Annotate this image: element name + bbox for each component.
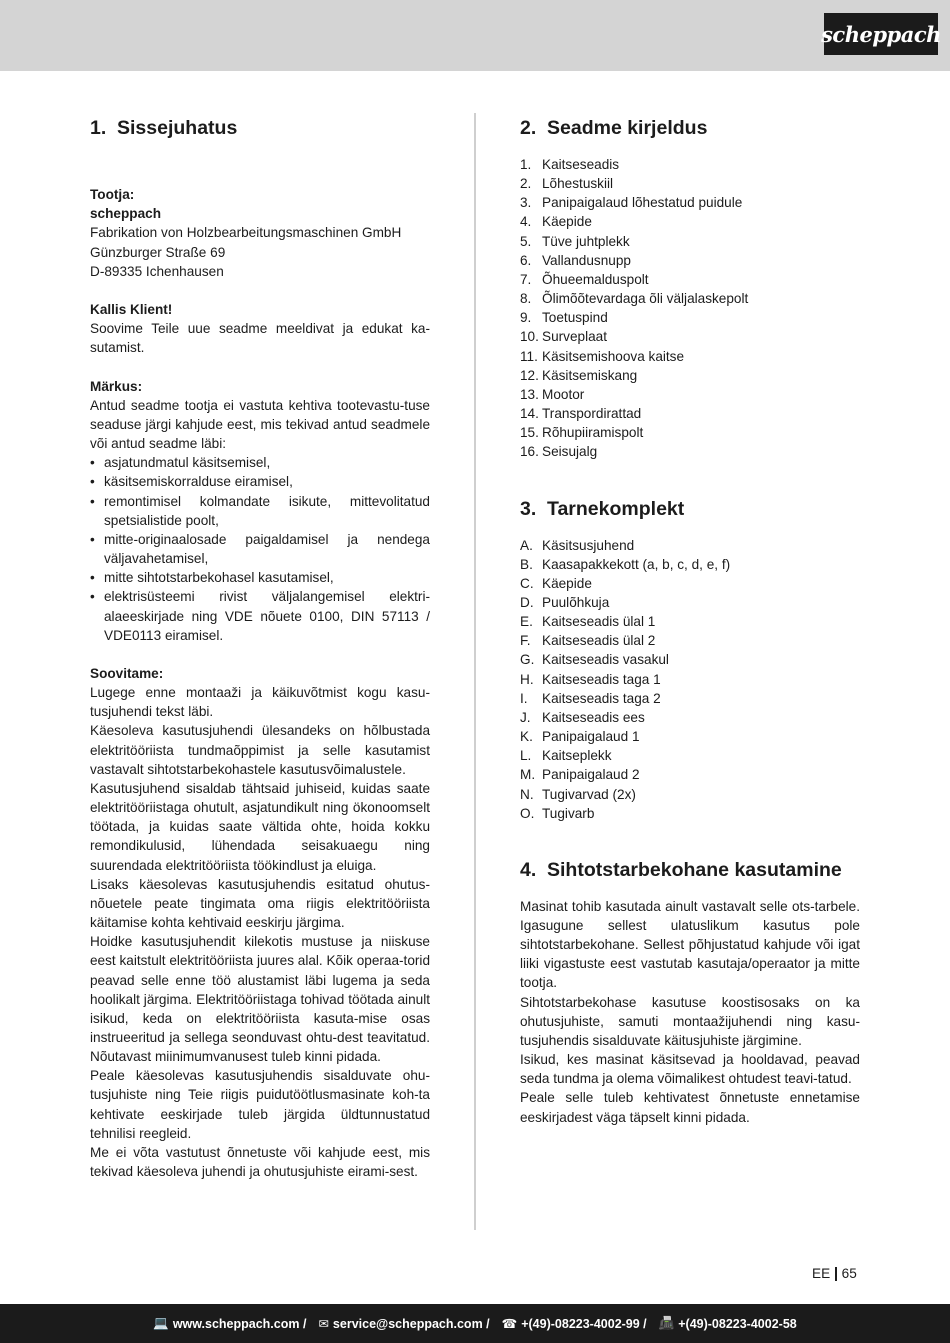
item-letter: B. xyxy=(520,556,533,572)
section-title-introduction xyxy=(90,115,430,141)
section-title-text: Tarnekomplekt xyxy=(547,497,685,520)
section-title-text: Sissejuhatus xyxy=(117,117,238,139)
item-text: Vallandusnupp xyxy=(542,252,631,268)
list-item xyxy=(520,308,860,327)
item-number: 16. xyxy=(520,444,539,460)
language-code: EE xyxy=(812,1266,831,1281)
list-item xyxy=(520,251,860,270)
item-text: Käsitsusjuhend xyxy=(542,537,635,553)
item-number: 7. xyxy=(520,271,532,287)
list-item xyxy=(520,746,860,765)
item-number: 12. xyxy=(520,367,539,383)
item-text: Õhueemalduspolt xyxy=(542,271,649,287)
footer-fax: +(49)-08223-4002-58 xyxy=(678,1316,797,1331)
list-item xyxy=(520,670,860,689)
item-text: Kaitseseadis xyxy=(542,157,620,172)
item-number: 9. xyxy=(520,310,532,326)
intended-use-paragraph: Sihtotstarbekohase kasutuse koostisosaks on ka ohutusjuhiste, samuti montaažijuhendi ning kasu-tusjuhendis sisalduvate käitusjuhiste järgimine. xyxy=(520,994,860,1048)
list-item xyxy=(520,689,860,708)
fax-icon: 📠 xyxy=(658,1316,675,1330)
scheppach-logo: scheppach xyxy=(824,13,938,55)
list-item xyxy=(520,785,860,804)
section-title-text: Seadme kirjeldus xyxy=(547,117,708,139)
list-item: • elektrisüsteemi rivist väljalangemisel elektri-alaeeskirjade ning VDE nõuete 0100, DIN 57113 / VDE0113 eiramisel. xyxy=(90,587,430,644)
item-letter: M. xyxy=(520,767,536,783)
item-number: 5. xyxy=(520,233,532,249)
envelope-icon: ✉ xyxy=(318,1317,329,1331)
section-number: 3. xyxy=(520,497,537,520)
item-letter: O. xyxy=(520,805,535,821)
list-item xyxy=(520,385,860,404)
item-letter: A. xyxy=(520,537,533,553)
recommend-paragraph: Hoidke kasutusjuhendit kilekotis mustuse ja niiskuse eest kaitstult elektritööriista juures alal. Kõik operaa-torid peavad selle enne töö alustamist läbi lugema ja seda hoolikalt järgima. Elektritööriistaga tohivad töötada ainult isikud, keda on elektritööriista kasuta-mise osas instrueeritud ja sellega seonduvast ohtu-dest teavitatud. Nõutavast miinimumvanusest tuleb kinni pidada. xyxy=(90,934,431,1065)
list-item: • mitte sihtotstarbekohasel kasutamisel, xyxy=(90,568,430,587)
intended-use-paragraph: Peale selle tuleb kehtivatest õnnetuste ennetamise eeskirjadest väga täpselt kinni pidada. xyxy=(520,1090,860,1125)
item-text: Lõhestuskiil xyxy=(542,176,614,192)
list-item xyxy=(520,555,860,574)
item-letter: F. xyxy=(520,633,531,649)
section-title-intended-use xyxy=(520,857,860,883)
page-number xyxy=(812,1266,857,1282)
item-letter: I. xyxy=(520,690,528,706)
note-bullet-list xyxy=(90,453,430,645)
item-text: Kaitseplekk xyxy=(542,748,612,764)
list-item: • mitte-originaalosade paigaldamisel ja nendega väljavahetamisel, xyxy=(90,530,430,568)
delivery-kit-list xyxy=(520,536,860,823)
item-letter: J. xyxy=(520,709,531,725)
list-item xyxy=(520,765,860,784)
section-title-delivery-kit xyxy=(520,496,860,522)
list-item xyxy=(520,708,860,727)
list-item xyxy=(520,631,860,650)
item-text: Panipaigalaud 2 xyxy=(542,767,640,783)
item-number: 10. xyxy=(520,329,539,345)
item-number: 6. xyxy=(520,252,532,268)
item-number: 3. xyxy=(520,195,532,211)
intended-use-paragraph: Isikud, kes masinat käsitsevad ja hooldavad, peavad seda tundma ja olema võimalikest ohtudest teavi-tatud. xyxy=(520,1052,860,1087)
item-text: Seisujalg xyxy=(542,444,598,460)
list-item xyxy=(520,612,860,631)
item-text: Käepide xyxy=(542,575,592,591)
item-text: Transpordirattad xyxy=(542,406,642,422)
recommend-paragraph: Käesoleva kasutusjuhendi ülesandeks on hõlbustada elektritööriista tundmaõppimist ja selle kasutamist vastavalt sihtotstarbekohastele kasutusvõimalustele. xyxy=(90,723,430,777)
left-column xyxy=(90,115,430,1181)
recommend-paragraph: Lisaks käesolevas kasutusjuhendis esitatud ohutus-nõuetele peate tingimata oma riigis elektritööriista käitamise kohta kehtivaid eeskirju järgima. xyxy=(90,876,430,931)
recommend-paragraph: Kasutusjuhend sisaldab tähtsaid juhiseid, kuidas saate elektritööriistaga ohutult, asjatundikult ning ökonoomselt töötada, ja kuidas saate vältida ohte, hoida kokku remondikulusid, lühendada seisakuaegu ning suurendada elektritööriista töökindlust ja eluiga. xyxy=(90,780,430,873)
list-item xyxy=(520,155,860,174)
item-letter: E. xyxy=(520,614,533,630)
page-number-separator xyxy=(835,1267,837,1281)
recommend-paragraph: Lugege enne montaaži ja käikuvõtmist kogu kasu-tusjuhendi tekst läbi. xyxy=(90,685,430,720)
list-item: • käsitsemiskorralduse eiramisel, xyxy=(90,472,430,491)
item-text: Tugivarvad (2x) xyxy=(542,786,636,802)
footer-contact-bar xyxy=(0,1304,950,1343)
address-line: D-89335 Ichenhausen xyxy=(90,263,224,279)
list-item xyxy=(520,423,860,442)
list-item xyxy=(520,193,860,212)
note-text: Antud seadme tootja ei vastuta kehtiva tootevastu-tuse seaduse järgi kahjude eest, mis tekivad antud seadmele või antud seadme läbi: xyxy=(90,397,430,452)
item-text: Käepide xyxy=(542,214,592,230)
dear-customer-label: Kallis Klient! xyxy=(90,302,173,318)
address-line: Fabrikation von Holzbearbeitungsmaschinen GmbH xyxy=(90,225,402,241)
section-title-text: Sihtotstarbekohane kasutamine xyxy=(547,858,842,881)
item-letter: L. xyxy=(520,748,532,764)
list-item xyxy=(520,327,860,346)
recommend-paragraph: Me ei võta vastutust õnnetuste või kahjude eest, mis tekivad käesoleva juhendi ja ohutusjuhiste eirami-sest. xyxy=(90,1144,430,1180)
item-letter: D. xyxy=(520,594,534,610)
intended-use-paragraph: Masinat tohib kasutada ainult vastavalt selle ots-tarbele. Igasugune sellest ulatuslikum kasutus pole sihtotstarbekohane. Sellest põhjustatud kahjude või igat liiki vigastuste eest vastutab kasutaja/operaator ja mitte tootja. xyxy=(520,898,860,991)
dear-customer-text: Soovime Teile uue seadme meeldivat ja edukat ka-sutamist. xyxy=(90,321,430,356)
item-number: 4. xyxy=(520,214,532,230)
section-number: 2. xyxy=(520,117,537,139)
item-number: 1. xyxy=(520,157,532,172)
item-text: Käsitsemishoova kaitse xyxy=(542,348,685,364)
item-text: Rõhupiiramispolt xyxy=(542,425,644,441)
note-label: Märkus: xyxy=(90,378,143,394)
device-parts-list xyxy=(520,155,860,462)
item-text: Õlimõõtevardaga õli väljalaskepolt xyxy=(542,291,749,307)
list-item xyxy=(520,289,860,308)
item-text: Kaasapakkekott (a, b, c, d, e, f) xyxy=(542,556,731,572)
item-text: Kaitseseadis vasakul xyxy=(542,652,669,668)
footer-phone: +(49)-08223-4002-99 / xyxy=(521,1316,647,1331)
list-item: • asjatundmatul käsitsemisel, xyxy=(90,453,430,472)
item-text: Kaitseseadis ees xyxy=(542,709,645,725)
item-text: Kaitseseadis taga 2 xyxy=(542,690,661,706)
column-divider xyxy=(474,113,476,1230)
list-item xyxy=(520,727,860,746)
list-item: • remontimisel kolmandate isikute, mittevolitatud spetsialistide poolt, xyxy=(90,492,430,530)
right-column xyxy=(520,115,860,1127)
section-number: 4. xyxy=(520,858,537,881)
manufacturer-name: scheppach xyxy=(90,206,162,222)
list-item xyxy=(520,270,860,289)
item-text: Panipaigalaud 1 xyxy=(542,729,640,745)
list-item xyxy=(520,442,860,461)
item-text: Puulõhkuja xyxy=(542,594,610,610)
manufacturer-label: Tootja: xyxy=(90,187,135,203)
recommend-label: Soovitame: xyxy=(90,666,164,681)
item-text: Käsitsemiskang xyxy=(542,367,638,383)
address-line: Günzburger Straße 69 xyxy=(90,244,226,260)
list-item xyxy=(520,804,860,823)
item-letter: H. xyxy=(520,671,534,687)
phone-icon: ☎ xyxy=(501,1317,518,1331)
list-item xyxy=(520,536,860,555)
header-band xyxy=(0,0,950,71)
item-number: 15. xyxy=(520,425,539,441)
item-text: Mootor xyxy=(542,386,585,402)
item-number: 8. xyxy=(520,291,532,307)
item-text: Surveplaat xyxy=(542,329,607,345)
item-letter: N. xyxy=(520,786,534,802)
page-number-value: 65 xyxy=(841,1266,857,1281)
footer-email[interactable]: service@scheppach.com / xyxy=(332,1316,490,1331)
recommend-paragraph: Peale käesolevas kasutusjuhendis sisalduvate ohu-tusjuhiste ning Teie riigis puidutöötlusmasinate koh-ta kehtivate eeskirjade tuleb järgida üldtunnustatud tehnilisi reegleid. xyxy=(90,1068,430,1141)
item-number: 11. xyxy=(520,348,538,364)
item-letter: G. xyxy=(520,652,535,668)
item-text: Tüve juhtplekk xyxy=(542,233,630,249)
section-number: 1. xyxy=(90,117,107,139)
item-text: Toetuspind xyxy=(542,310,608,326)
section-title-device-description xyxy=(520,115,860,141)
item-number: 13. xyxy=(520,386,539,402)
list-item xyxy=(520,574,860,593)
list-item xyxy=(520,593,860,612)
item-letter: K. xyxy=(520,729,533,745)
item-number: 14. xyxy=(520,406,539,422)
list-item xyxy=(520,232,860,251)
footer-website[interactable]: www.scheppach.com / xyxy=(172,1316,307,1331)
computer-icon: 💻 xyxy=(153,1316,169,1330)
list-item xyxy=(520,404,860,423)
list-item xyxy=(520,212,860,231)
item-text: Kaitseseadis taga 1 xyxy=(542,671,661,687)
list-item xyxy=(520,650,860,669)
item-text: Panipaigalaud lõhestatud puidule xyxy=(542,195,743,211)
item-letter: C. xyxy=(520,575,534,591)
item-text: Tugivarb xyxy=(542,805,595,821)
list-item xyxy=(520,366,860,385)
item-text: Kaitseseadis ülal 2 xyxy=(542,633,656,649)
list-item xyxy=(520,347,860,366)
item-text: Kaitseseadis ülal 1 xyxy=(542,614,656,630)
item-number: 2. xyxy=(520,176,532,192)
list-item xyxy=(520,174,860,193)
